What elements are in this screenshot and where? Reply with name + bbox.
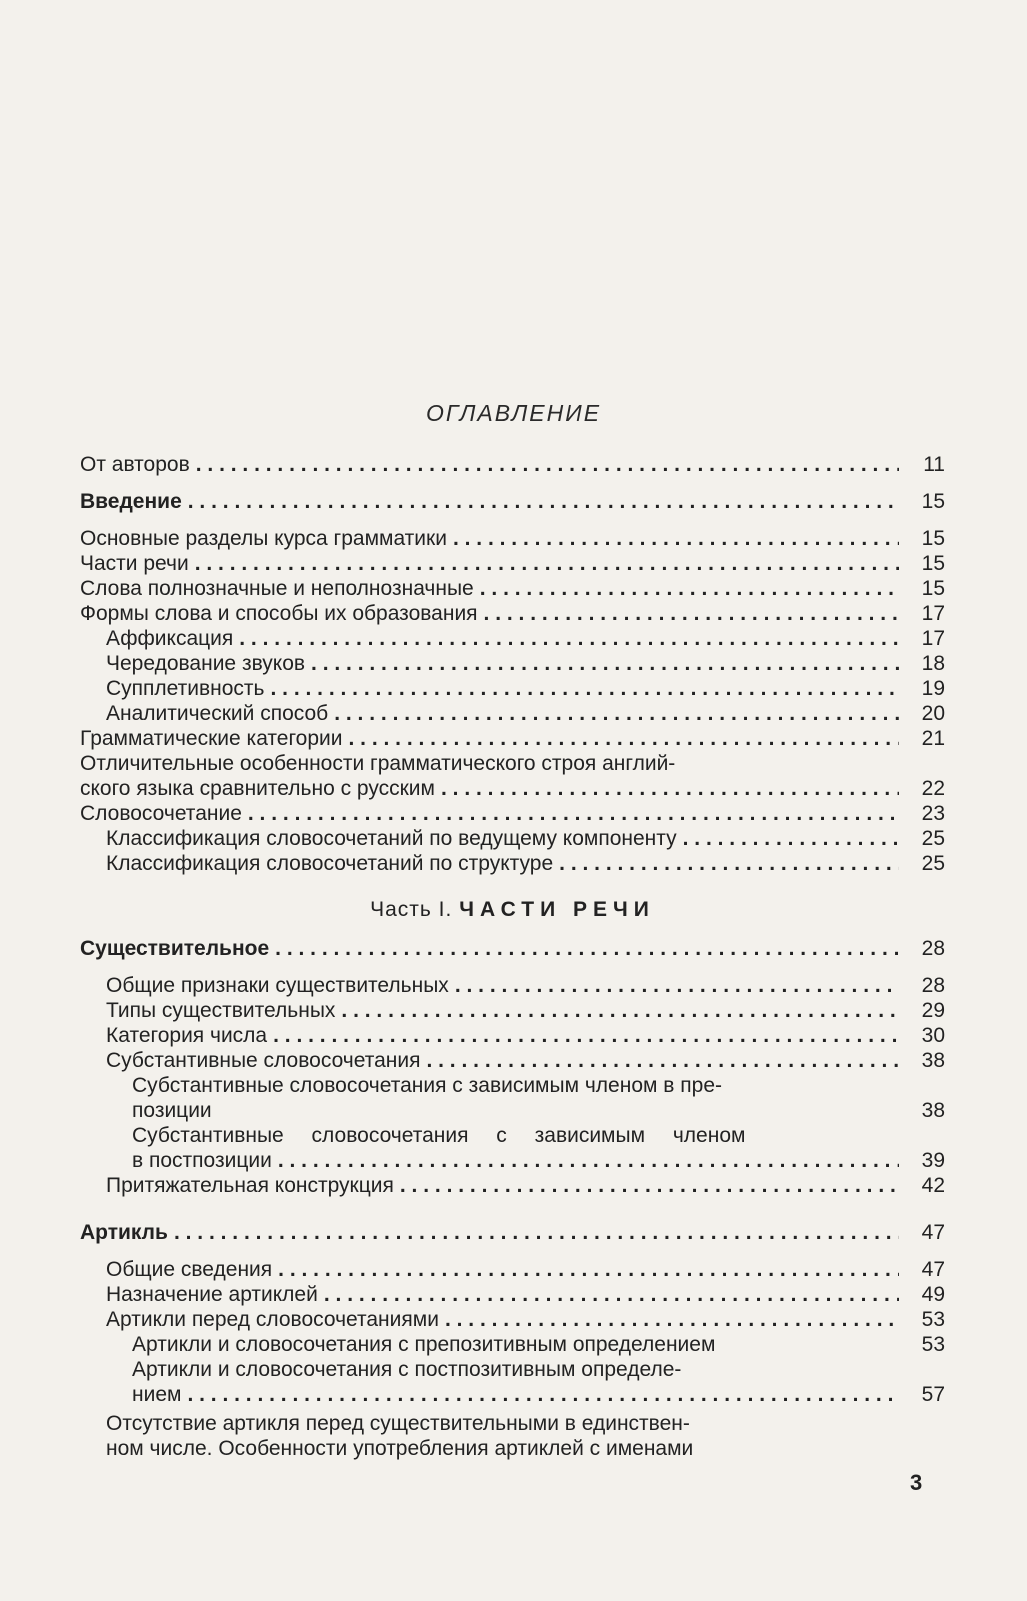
page-number: 3 xyxy=(910,1470,923,1495)
toc-entry-label: Общие сведения xyxy=(106,1258,273,1281)
toc-entry[interactable] xyxy=(80,452,945,477)
toc-entry-multiline[interactable] xyxy=(80,1357,945,1407)
toc-entry[interactable] xyxy=(80,651,945,676)
dot-leader xyxy=(196,452,899,477)
toc-entry[interactable] xyxy=(80,526,945,551)
part-heading xyxy=(80,898,945,922)
toc-entry[interactable] xyxy=(80,998,945,1023)
toc-entry[interactable] xyxy=(80,1332,945,1357)
toc-entry[interactable] xyxy=(80,973,945,998)
toc-entry[interactable] xyxy=(80,1023,945,1048)
dot-leader xyxy=(278,1257,899,1282)
toc-page-number: 38 xyxy=(921,1049,945,1072)
toc-entry-label: Категория числа xyxy=(106,1024,268,1047)
dot-leader xyxy=(559,851,899,876)
toc-page-number: 22 xyxy=(921,777,945,800)
toc-entry-label: Части речи xyxy=(80,552,189,575)
dot-leader xyxy=(278,1148,899,1173)
toc-entry[interactable] xyxy=(80,726,945,751)
dot-leader xyxy=(275,936,899,961)
toc-entry-label: Притяжательная конструкция xyxy=(106,1174,394,1197)
dot-leader xyxy=(334,701,899,726)
toc-entry-label: ского языка сравнительно с русским xyxy=(80,777,435,800)
toc-entry-line-last xyxy=(132,1098,945,1123)
toc-entry-multiline[interactable] xyxy=(80,1411,945,1461)
toc-entry-label: Назначение артиклей xyxy=(106,1283,318,1306)
toc-entry-label: Аналитический способ xyxy=(106,702,329,725)
toc-page-number: 19 xyxy=(921,677,945,700)
dot-leader xyxy=(455,973,899,998)
toc-page-number: 57 xyxy=(921,1383,945,1406)
toc-entry-label: Общие признаки существительных xyxy=(106,974,449,997)
toc-entry-label: Грамматические категории xyxy=(80,727,343,750)
toc-entry-line: Отсутствие артикля перед существительными в единствен- xyxy=(106,1412,690,1435)
toc-entry[interactable] xyxy=(80,826,945,851)
toc-page-number: 42 xyxy=(921,1174,945,1197)
toc-entry[interactable] xyxy=(80,851,945,876)
toc-page-number: 23 xyxy=(921,802,945,825)
toc-entry[interactable] xyxy=(80,1173,945,1198)
toc-entry-label: Словосочетание xyxy=(80,802,242,825)
toc-entry-label: Чередование звуков xyxy=(106,652,306,675)
toc-page-number: 47 xyxy=(921,1258,945,1281)
toc-entry-label: Введение xyxy=(80,490,182,513)
dot-leader xyxy=(683,826,899,851)
dot-leader xyxy=(484,601,899,626)
toc-entry-label: Классификация словосочетаний по структуре xyxy=(106,852,554,875)
dot-leader xyxy=(187,1382,899,1407)
dot-leader xyxy=(341,998,899,1023)
toc-page-number: 47 xyxy=(921,1221,945,1244)
toc-entry-label: Типы существительных xyxy=(106,999,336,1022)
toc-page-number: 21 xyxy=(921,727,945,750)
toc-entry-label: Аффиксация xyxy=(106,627,234,650)
toc-page-number: 18 xyxy=(921,652,945,675)
toc-entry-label: Артикли перед словосочетаниями xyxy=(106,1308,439,1331)
dot-leader xyxy=(453,526,899,551)
toc-entry-label: в постпозиции xyxy=(132,1149,272,1172)
toc-entry[interactable] xyxy=(80,489,945,514)
toc-entry[interactable] xyxy=(80,576,945,601)
toc-page-number: 39 xyxy=(921,1149,945,1172)
table-of-contents xyxy=(80,452,945,1461)
toc-entry-label: нием xyxy=(132,1383,182,1406)
toc-entry-label: позиции xyxy=(132,1099,212,1122)
toc-page-number: 29 xyxy=(921,999,945,1022)
toc-page-number: 25 xyxy=(921,827,945,850)
toc-entry-label: Формы слова и способы их образования xyxy=(80,602,478,625)
toc-entry-line: Отличительные особенности грамматического строя англий- xyxy=(80,752,676,775)
intro-section xyxy=(80,452,945,751)
toc-entry-line-last xyxy=(132,1148,945,1173)
dot-leader xyxy=(311,651,899,676)
toc-entry[interactable] xyxy=(80,601,945,626)
toc-page-number: 49 xyxy=(921,1283,945,1306)
dot-leader xyxy=(174,1220,899,1245)
toc-entry-article[interactable] xyxy=(80,1220,945,1245)
toc-entry-label: От авторов xyxy=(80,453,190,476)
toc-entry-multiline[interactable] xyxy=(80,751,945,801)
dot-leader xyxy=(239,626,899,651)
part-name: ЧАСТИ РЕЧИ xyxy=(459,898,655,921)
toc-entry[interactable] xyxy=(80,551,945,576)
dot-leader xyxy=(324,1282,899,1307)
toc-page-number: 28 xyxy=(921,974,945,997)
toc-entry[interactable] xyxy=(80,1048,945,1073)
dot-leader xyxy=(480,576,899,601)
dot-leader xyxy=(188,489,899,514)
dot-leader xyxy=(195,551,899,576)
noun-items xyxy=(80,973,945,1073)
toc-page-number: 53 xyxy=(921,1308,945,1331)
toc-entry-line: ном числе. Особенности употребления артиклей с именами xyxy=(106,1437,694,1460)
toc-page-number: 25 xyxy=(921,852,945,875)
toc-entry-label: Субстантивные словосочетания xyxy=(106,1049,421,1072)
toc-entry-label: Существительное xyxy=(80,937,270,960)
toc-page-number: 53 xyxy=(921,1333,945,1356)
dot-leader xyxy=(441,776,899,801)
toc-entry-label: Супплетивность xyxy=(106,677,265,700)
toc-page-number: 17 xyxy=(921,602,945,625)
dot-leader xyxy=(445,1307,899,1332)
toc-entry[interactable] xyxy=(80,1257,945,1282)
toc-entry-noun[interactable] xyxy=(80,936,945,961)
dot-leader xyxy=(273,1023,899,1048)
toc-page-number: 11 xyxy=(923,453,945,476)
toc-page-number: 20 xyxy=(921,702,945,725)
toc-page-number: 28 xyxy=(921,937,945,960)
toc-entry-label: Классификация словосочетаний по ведущему компоненту xyxy=(106,827,677,850)
toc-entry-line-last xyxy=(132,1382,945,1407)
part-prefix: Часть I. xyxy=(370,898,453,921)
toc-page-number: 17 xyxy=(921,627,945,650)
toc-entry-line: Артикли и словосочетания с постпозитивным определе- xyxy=(132,1358,682,1381)
toc-entry-label: Основные разделы курса грамматики xyxy=(80,527,447,550)
toc-entry-line-last xyxy=(80,776,945,801)
toc-entry-multiline[interactable] xyxy=(80,1123,945,1173)
article-items xyxy=(80,1257,945,1332)
toc-entry[interactable] xyxy=(80,676,945,701)
toc-entry[interactable] xyxy=(80,801,945,826)
toc-page-number: 30 xyxy=(921,1024,945,1047)
toc-entry-label: Артикль xyxy=(80,1221,168,1244)
dot-leader xyxy=(270,676,899,701)
toc-page-number: 15 xyxy=(921,577,945,600)
toc-entry[interactable] xyxy=(80,701,945,726)
toc-entry[interactable] xyxy=(80,1307,945,1332)
toc-entry-label: Слова полнозначные и неполнозначные xyxy=(80,577,474,600)
toc-page-number: 38 xyxy=(921,1099,945,1122)
toc-entry-multiline[interactable] xyxy=(80,1073,945,1123)
toc-page-number: 15 xyxy=(921,552,945,575)
toc-entry-label: Артикли и словосочетания с препозитивным определением xyxy=(132,1333,716,1356)
toc-entry[interactable] xyxy=(80,626,945,651)
toc-page-number: 15 xyxy=(921,527,945,550)
toc-page-number: 15 xyxy=(921,490,945,513)
toc-entry-line: Субстантивные словосочетания с зависимым членом в пре- xyxy=(132,1074,722,1097)
dot-leader xyxy=(426,1048,899,1073)
toc-entry-line: Субстантивные словосочетания с зависимым членом xyxy=(132,1124,746,1147)
toc-entry[interactable] xyxy=(80,1282,945,1307)
dot-leader xyxy=(400,1173,899,1198)
collocation-section xyxy=(80,801,945,876)
page-heading: ОГЛАВЛЕНИЕ xyxy=(425,400,602,426)
dot-leader xyxy=(248,801,899,826)
dot-leader xyxy=(349,726,900,751)
